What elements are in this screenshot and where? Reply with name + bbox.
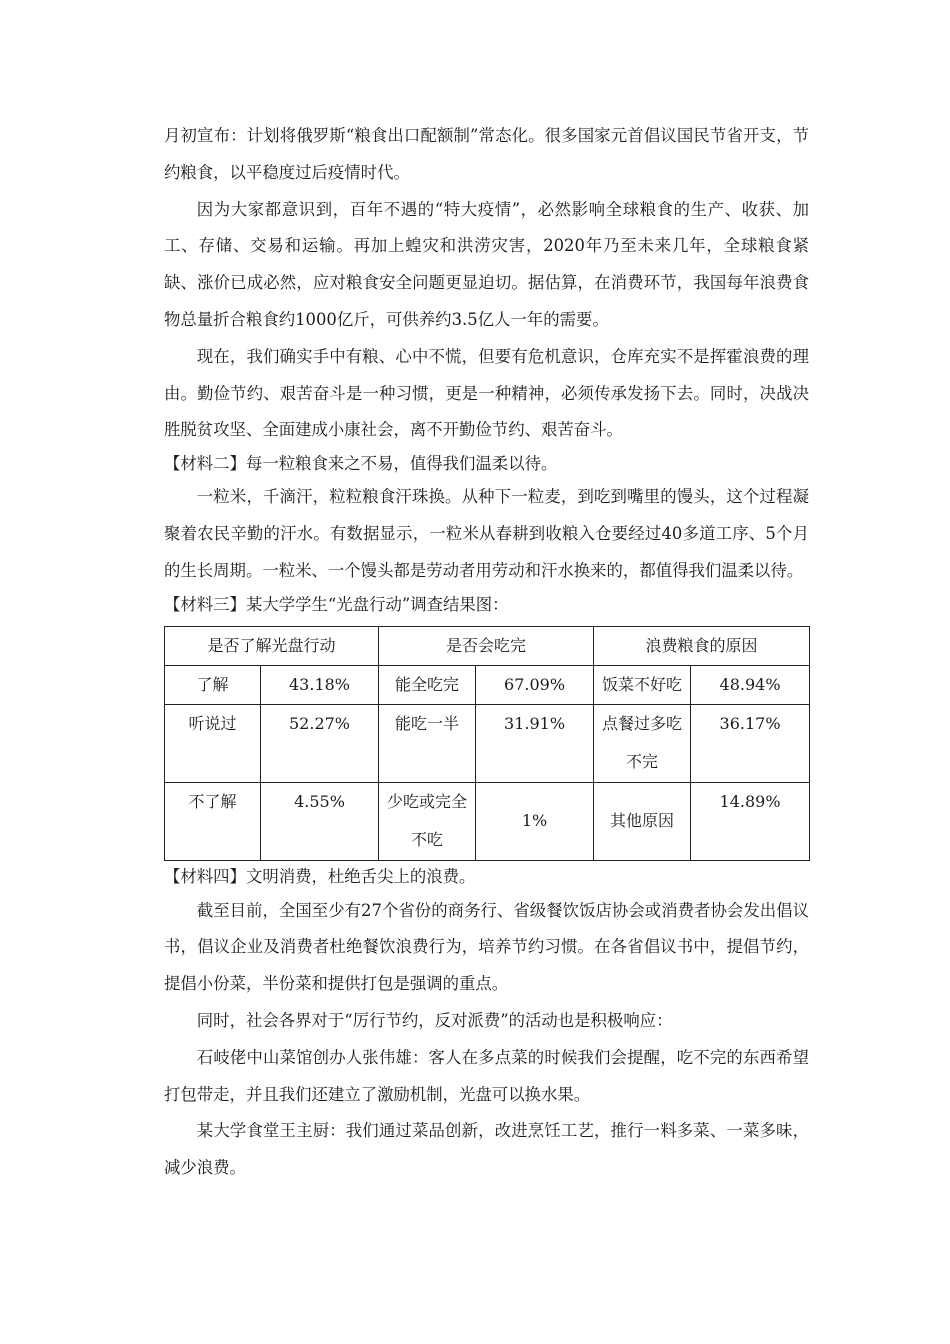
table-cell: 能吃一半 — [379, 704, 476, 782]
paragraph-3: 现在，我们确实手中有粮、心中不慌，但要有危机意识，仓库充实不是挥霍浪费的理由。勤俭节约、艰苦奋斗是一种习惯，更是一种精神，必须传承发扬下去。同时，决战决胜脱贫攻坚、全面建成小康社会，离不开勤俭节约、艰苦奋斗。 — [164, 346, 809, 440]
material4-paragraph-2: 同时，社会各界对于“厉行节约，反对派费”的活动也是积极响应： — [196, 1010, 673, 1030]
material3-heading: 【材料三】某大学学生“光盘行动”调查结果图： — [164, 594, 509, 614]
table-row — [165, 704, 810, 782]
table-cell: 饭菜不好吃 — [594, 665, 691, 704]
table-cell: 52.27% — [261, 704, 379, 782]
table-cell: 48.94% — [691, 665, 810, 704]
table-header-cell: 浪费粮食的原因 — [594, 626, 810, 665]
table-header-row — [165, 626, 810, 665]
table-header-cell: 是否了解光盘行动 — [165, 626, 379, 665]
table-cell: 了解 — [165, 665, 261, 704]
table-cell: 4.55% — [261, 782, 379, 860]
paragraph-1: 月初宣布：计划将俄罗斯“粮食出口配额制”常态化。很多国家元首倡议国民节省开支，节约粮食，以平稳度过后疫情时代。 — [164, 126, 809, 182]
table-cell: 其他原因 — [594, 782, 691, 860]
table-cell: 14.89% — [691, 782, 810, 860]
table-cell: 43.18% — [261, 665, 379, 704]
material4-paragraph-4: 某大学食堂王主厨：我们通过菜品创新，改进烹饪工艺，推行一料多菜、一菜多味，减少浪费。 — [164, 1121, 809, 1178]
material2-heading: 【材料二】每一粒粮食来之不易，值得我们温柔以待。 — [164, 454, 558, 474]
table-row — [165, 665, 810, 704]
material4-paragraph-3: 石岐佬中山菜馆创办人张伟雄：客人在多点菜的时候我们会提醒，吃不完的东西希望打包带走，并且我们还建立了激励机制，光盘可以换水果。 — [164, 1047, 809, 1104]
table-cell: 67.09% — [476, 665, 594, 704]
material2-body: 一粒米，千滴汗，粒粒粮食汗珠换。从种下一粒麦，到吃到嘴里的馒头，这个过程凝聚着农民辛勤的汗水。有数据显示，一粒米从春耕到收粮入仓要经过40多道工序、5个月的生长周期。一粒米、一个馒头都是劳动者用劳动和汗水换来的，都值得我们温柔以待。 — [164, 487, 809, 580]
table-cell: 听说过 — [165, 704, 261, 782]
table-cell: 1% — [476, 782, 594, 860]
table-cell: 不了解 — [165, 782, 261, 860]
table-header-cell: 是否会吃完 — [379, 626, 594, 665]
table-cell: 31.91% — [476, 704, 594, 782]
table-cell: 少吃或完全不吃 — [379, 782, 476, 860]
table-cell: 点餐过多吃不完 — [594, 704, 691, 782]
table-cell: 能全吃完 — [379, 665, 476, 704]
material4-heading: 【材料四】文明消费，杜绝舌尖上的浪费。 — [164, 866, 476, 886]
table-cell: 36.17% — [691, 704, 810, 782]
material4-paragraph-1: 截至目前，全国至少有27个省份的商务行、省级餐饮饭店协会或消费者协会发出倡议书，倡议企业及消费者杜绝餐饮浪费行为，培养节约习惯。在各省倡议书中，提倡节约，提倡小份菜，半份菜和提供打包是强调的重点。 — [164, 900, 809, 994]
paragraph-2: 因为大家都意识到，百年不遇的“特大疫情”，必然影响全球粮食的生产、收获、加工、存储、交易和运输。再加上蝗灾和洪涝灾害，2020年乃至未来几年，全球粮食紧缺、涨价已成必然，应对粮食安全问题更显迫切。据估算，在消费环节，我国每年浪费食物总量折合粮食约1000亿斤，可供养约3.5亿人一年的需要。 — [164, 199, 809, 329]
survey-table — [164, 626, 810, 861]
document-page — [164, 118, 809, 1187]
table-row — [165, 782, 810, 860]
